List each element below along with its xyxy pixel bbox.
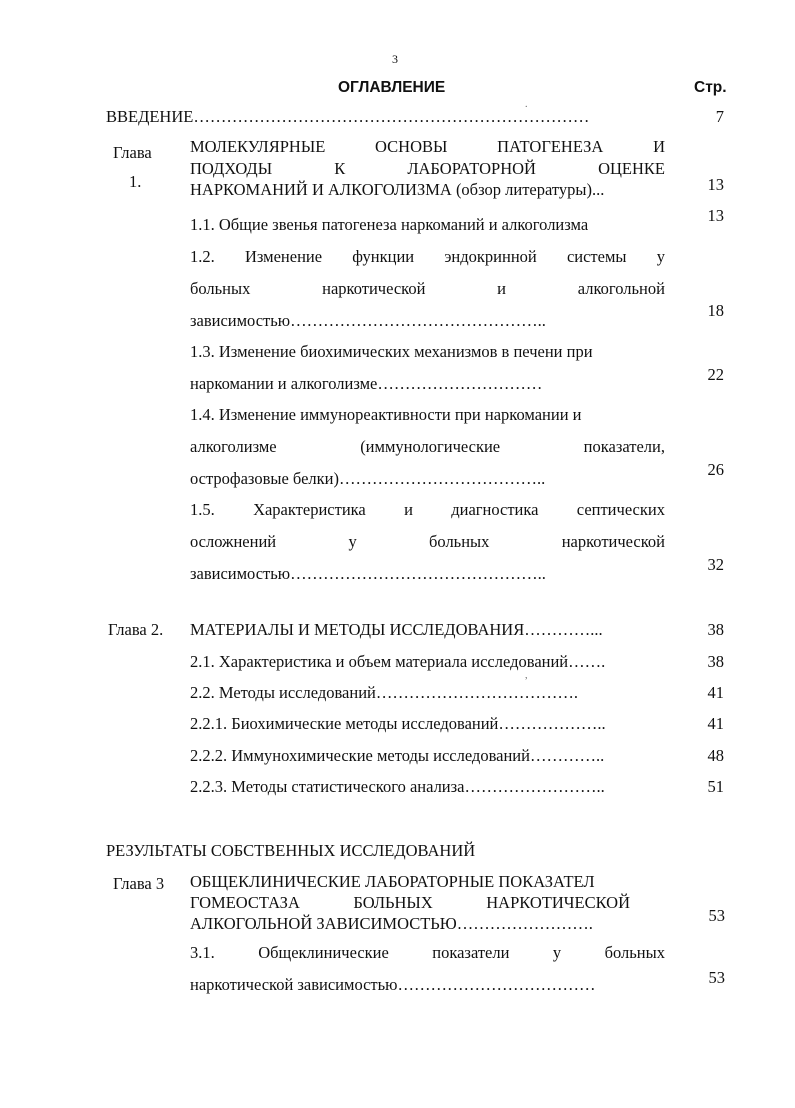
word: диагностика — [451, 500, 539, 519]
results-heading: РЕЗУЛЬТАТЫ СОБСТВЕННЫХ ИССЛЕДОВАНИЙ — [106, 841, 476, 860]
word: наркотической — [561, 532, 665, 551]
word: БОЛЬНЫХ — [353, 893, 433, 912]
toc-page-3-1: 53 — [708, 968, 725, 987]
word: у — [656, 247, 665, 266]
toc-page-2-2-3: 51 — [707, 777, 724, 796]
toc-page-2-2-1: 41 — [707, 714, 724, 733]
stray-dot: , — [525, 670, 528, 681]
word: (иммунологические — [360, 437, 501, 456]
word: септических — [576, 500, 665, 519]
toc-page-chapter-3: 53 — [708, 906, 725, 925]
toc-page-1-1: 13 — [707, 206, 724, 225]
toc-entry-3-1-line1 — [190, 943, 665, 963]
toc-entry-1-4-line1: 1.4. Изменение иммунореактивности при наркомании и — [190, 405, 582, 424]
word: НАРКОТИЧЕСКОЙ — [486, 893, 630, 912]
word: эндокринной — [444, 247, 537, 266]
toc-page-1-4: 26 — [707, 460, 724, 479]
toc-entry-1-3-line2: наркомании и алкоголизме………………………… — [190, 374, 543, 393]
toc-entry-1-2-line2 — [190, 279, 665, 299]
toc-entry-2-2-2: 2.2.2. Иммунохимические методы исследований………….. — [190, 746, 605, 765]
word: Общеклинические — [258, 943, 389, 962]
toc-page-chapter-2: 38 — [707, 620, 724, 639]
toc-page-2-2-2: 48 — [707, 746, 724, 765]
toc-entry-1-5-line2 — [190, 532, 665, 552]
chapter-3-title-line2 — [190, 894, 630, 911]
chapter-1-label: Глава — [113, 143, 152, 162]
word: ГОМЕОСТАЗА — [190, 893, 300, 912]
word: И — [653, 137, 665, 156]
chapter-2-label: Глава 2. — [108, 620, 164, 639]
word: 1.5. — [190, 500, 215, 519]
word: наркотической — [322, 279, 426, 298]
word: и — [497, 279, 507, 298]
word: ОЦЕНКЕ — [598, 159, 665, 178]
chapter-3-title-line3: АЛКОГОЛЬНОЙ ЗАВИСИМОСТЬЮ……………………. — [190, 914, 593, 933]
chapter-3-label: Глава 3 — [113, 874, 165, 893]
word: 3.1. — [190, 943, 215, 962]
word: осложнений — [190, 532, 277, 551]
word: показатели — [432, 943, 510, 962]
toc-entry-2-2-1: 2.2.1. Биохимические методы исследований……………….. — [190, 714, 606, 733]
toc-entry-1-4-line3: острофазовые белки)……………………………….. — [190, 469, 546, 488]
toc-entry-1-2-line3: зависимостью……………………………………….. — [190, 311, 546, 330]
toc-entry-1-2-line1 — [190, 247, 665, 267]
word: ПОДХОДЫ — [190, 159, 273, 178]
toc-page-1-2: 18 — [707, 301, 724, 320]
word: алкоголизме — [190, 437, 277, 456]
chapter-1-number: 1. — [129, 172, 142, 191]
toc-page-chapter-1: 13 — [707, 175, 724, 194]
toc-entry-1-4-line2 — [190, 437, 665, 457]
chapter-3-title-line1: ОБЩЕКЛИНИЧЕСКИЕ ЛАБОРАТОРНЫЕ ПОКАЗАТЕЛ — [190, 872, 595, 891]
toc-title: ОГЛАВЛЕНИЕ — [338, 79, 446, 96]
word: системы — [566, 247, 627, 266]
toc-entry-introduction: ВВЕДЕНИЕ……………………………………………………………… — [106, 107, 590, 126]
stray-dot: . — [525, 99, 528, 110]
word: у — [552, 943, 562, 962]
chapter-2-title: МАТЕРИАЛЫ И МЕТОДЫ ИССЛЕДОВАНИЯ…………... — [190, 620, 603, 639]
toc-entry-2-2-3: 2.2.3. Методы статистического анализа…………………….. — [190, 777, 605, 796]
toc-page-2-1: 38 — [707, 652, 724, 671]
chapter-1-title-line2 — [190, 160, 665, 177]
toc-entry-1-5-line3: зависимостью……………………………………….. — [190, 564, 546, 583]
toc-page-2-2: 41 — [707, 683, 724, 702]
toc-page-1-3: 22 — [707, 365, 724, 384]
word: функции — [352, 247, 415, 266]
page-column-header: Стр. — [694, 79, 727, 96]
chapter-1-title-line3: НАРКОМАНИЙ И АЛКОГОЛИЗМА (обзор литературы)... — [190, 180, 605, 199]
word: ПАТОГЕНЕЗА — [497, 137, 604, 156]
toc-page-introduction: 7 — [715, 107, 724, 126]
toc-entry-1-1: 1.1. Общие звенья патогенеза наркоманий и алкоголизма — [190, 215, 589, 234]
word: ОСНОВЫ — [375, 137, 448, 156]
toc-entry-1-5-line1 — [190, 500, 665, 520]
page-number: 3 — [392, 52, 398, 66]
toc-page-1-5: 32 — [707, 555, 724, 574]
word: МОЛЕКУЛЯРНЫЕ — [190, 137, 326, 156]
word: и — [404, 500, 413, 519]
word: 1.2. — [190, 247, 215, 266]
word: Изменение — [244, 247, 323, 266]
word: показатели, — [583, 437, 665, 456]
word: больных — [604, 943, 665, 962]
word: больных — [190, 279, 251, 298]
toc-entry-3-1-line2: наркотической зависимостью……………………………… — [190, 975, 596, 994]
word: Характеристика — [253, 500, 366, 519]
word: К — [334, 159, 346, 178]
toc-entry-1-3-line1: 1.3. Изменение биохимических механизмов в печени при — [190, 342, 593, 361]
word: ЛАБОРАТОРНОЙ — [407, 159, 536, 178]
word: больных — [429, 532, 490, 551]
word: у — [348, 532, 357, 551]
word: алкогольной — [577, 279, 665, 298]
toc-entry-2-2: 2.2. Методы исследований………………………………. — [190, 683, 578, 702]
chapter-1-title-line1 — [190, 138, 665, 155]
toc-entry-2-1: 2.1. Характеристика и объем материала исследований……. — [190, 652, 606, 671]
